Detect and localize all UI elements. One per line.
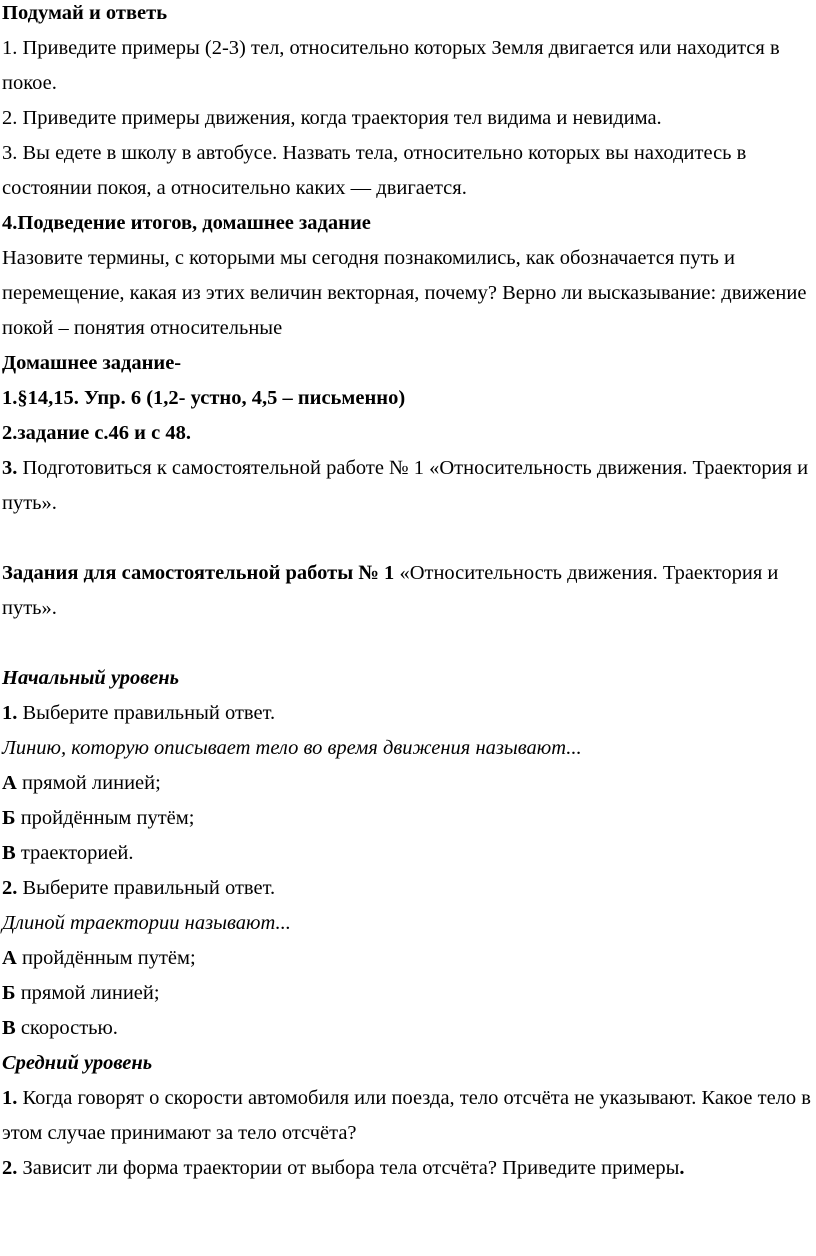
basic-task-2 — [2, 871, 814, 906]
medium-question-2-text: Зависит ли форма траектории от выбора тела отсчёта? Приведите примеры — [17, 1157, 680, 1179]
basic-task-1-option-a — [2, 766, 814, 801]
basic-task-2-question: Длиной траектории называют... — [2, 912, 291, 934]
option-text: прямой линией; — [15, 982, 160, 1004]
homework-item-3 — [2, 451, 814, 521]
basic-task-1 — [2, 696, 814, 731]
medium-question-1-text: Когда говорят о скорости автомобиля или поезда, тело отсчёта не указывают. Какое тело в этом случае принимают за тело отсчёта? — [2, 1087, 811, 1144]
selfwork-title — [2, 556, 814, 626]
option-letter: А — [2, 947, 17, 969]
think-heading: Подумай и ответь — [2, 2, 168, 24]
basic-task-1-text: Выберите правильный ответ. — [17, 702, 276, 724]
think-question-3: 3. Вы едете в школу в автобусе. Назвать тела, относительно которых вы находитесь в состоянии покоя, а относительно каких — двигается. — [2, 142, 747, 199]
selfwork-title-bold: Задания для самостоятельной работы № 1 — [2, 562, 395, 584]
option-letter: В — [2, 842, 16, 864]
basic-task-2-option-c — [2, 1011, 814, 1046]
selfwork-title-rest: «Относительность движения. Траектория и путь». — [2, 562, 779, 619]
option-text: траекторией. — [15, 842, 134, 864]
option-text: скоростью. — [15, 1017, 118, 1039]
option-text: прямой линией; — [16, 772, 161, 794]
option-letter: Б — [2, 807, 16, 829]
option-text: пройдённым путём; — [16, 947, 196, 969]
basic-task-1-number: 1. — [2, 702, 18, 724]
basic-task-2-text: Выберите правильный ответ. — [17, 877, 276, 899]
basic-task-2-number: 2. — [2, 877, 18, 899]
basic-task-2-option-b — [2, 976, 814, 1011]
think-question-1: 1. Приведите примеры (2-3) тел, относительно которых Земля двигается или находится в покое. — [2, 37, 780, 94]
summary-text: Назовите термины, с которыми мы сегодня познакомились, как обозначается путь и перемещение, какая из этих величин векторная, почему? Верно ли высказывание: движение покой – понятия относительные — [2, 247, 807, 339]
option-letter: А — [2, 772, 17, 794]
basic-task-2-option-a — [2, 941, 814, 976]
think-question-2: 2. Приведите примеры движения, когда траектория тел видима и невидима. — [2, 107, 662, 129]
homework-item-1: 1.§14,15. Упр. 6 (1,2- устно, 4,5 – письменно) — [2, 387, 406, 409]
medium-level-heading: Средний уровень — [2, 1052, 153, 1074]
basic-task-1-question: Линию, которую описывает тело во время движения называют... — [2, 737, 582, 759]
option-letter: В — [2, 1017, 16, 1039]
homework-item-2: 2.задание с.46 и с 48. — [2, 422, 191, 444]
homework-heading: Домашнее задание- — [2, 352, 182, 374]
medium-question-1-number: 1. — [2, 1087, 18, 1109]
summary-heading: 4.Подведение итогов, домашнее задание — [2, 212, 371, 234]
basic-task-1-option-b — [2, 801, 814, 836]
medium-question-2-number: 2. — [2, 1157, 18, 1179]
medium-question-1 — [2, 1081, 814, 1151]
spacer — [2, 521, 814, 556]
option-letter: Б — [2, 982, 16, 1004]
option-text: пройдённым путём; — [15, 807, 195, 829]
homework-item-3-number: 3. — [2, 457, 18, 479]
homework-item-3-text: Подготовиться к самостоятельной работе № 1 «Относительность движения. Траектория и путь». — [2, 457, 809, 514]
medium-question-2-end: . — [679, 1157, 685, 1179]
basic-level-heading: Начальный уровень — [2, 667, 180, 689]
basic-task-1-option-c — [2, 836, 814, 871]
medium-question-2 — [2, 1151, 814, 1186]
spacer — [2, 626, 814, 661]
